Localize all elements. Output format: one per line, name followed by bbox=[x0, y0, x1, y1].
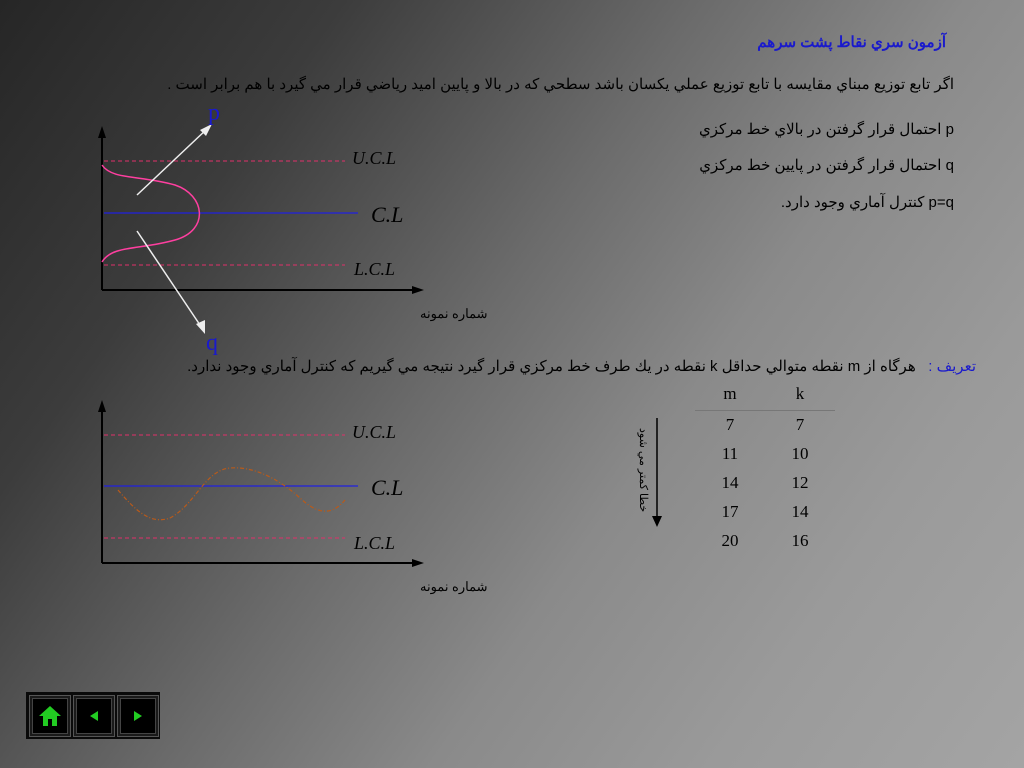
definition-body: هرگاه از m نقطه متوالي حداقل k نقطه در يك طرف خط مركزي قرار گيرد نتيجه مي گيريم كه كنترل آماري وجود ندارد. bbox=[187, 358, 916, 375]
table-header-k: k bbox=[765, 382, 835, 411]
chart1-x-label: شماره نمونه bbox=[420, 306, 488, 321]
chart2-lcl-label: L.C.L bbox=[354, 533, 396, 553]
table-row bbox=[695, 469, 835, 498]
table-cell: 14 bbox=[721, 473, 739, 492]
table-row bbox=[695, 498, 835, 527]
home-icon bbox=[38, 705, 62, 727]
forward-button[interactable] bbox=[117, 695, 159, 737]
definition-text bbox=[166, 356, 976, 377]
chart1-q-arrow bbox=[137, 231, 202, 328]
intro-text: اگر تابع توزيع مبناي مقايسه با تابع توزيع عملي يكسان باشد سطحي كه در بالا و پايين اميد رياضي قرار مي گيرد با هم برابر است . bbox=[167, 76, 954, 93]
prob-p-text: p احتمال قرار گرفتن در بالاي خط مركزي bbox=[699, 121, 954, 138]
page-title: آزمون سري نقاط پشت سرهم bbox=[757, 34, 946, 51]
table-header-m: m bbox=[695, 382, 765, 411]
chart2-cl-label: C.L bbox=[371, 475, 404, 500]
chart1-q-label: q bbox=[206, 330, 218, 356]
table-cell: 11 bbox=[721, 444, 739, 463]
table-row bbox=[695, 411, 835, 441]
table-row bbox=[695, 527, 835, 556]
home-button[interactable] bbox=[29, 695, 71, 737]
table-cell: 12 bbox=[791, 473, 809, 492]
back-arrow-icon bbox=[87, 709, 101, 723]
back-button[interactable] bbox=[73, 695, 115, 737]
prob-equal-text: p=q كنترل آماري وجود دارد. bbox=[780, 194, 954, 211]
table-cell: 7 bbox=[795, 415, 805, 434]
chart2-x-label: شماره نمونه bbox=[420, 579, 488, 594]
chart2-process-wave bbox=[118, 468, 345, 520]
definition-label: تعريف bbox=[936, 358, 976, 375]
mk-table bbox=[695, 382, 835, 556]
prob-q-text: q احتمال قرار گرفتن در پايين خط مركزي bbox=[699, 157, 954, 174]
table-cell: 7 bbox=[725, 415, 735, 434]
table-row bbox=[695, 440, 835, 469]
chart1-cl-label: C.L bbox=[371, 202, 404, 227]
chart1-lcl-label: L.C.L bbox=[354, 259, 396, 279]
forward-arrow-icon bbox=[131, 709, 145, 723]
definition-separator: : bbox=[928, 358, 933, 375]
chart1-p-label: p bbox=[208, 100, 220, 126]
table-cell: 17 bbox=[721, 502, 739, 521]
chart2-ucl-label: U.C.L bbox=[352, 422, 397, 442]
table-cell: 20 bbox=[721, 531, 739, 550]
table-cell: 10 bbox=[791, 444, 809, 463]
table-cell: 16 bbox=[791, 531, 809, 550]
table-cell: 14 bbox=[791, 502, 809, 521]
error-decrease-label: خطا كمتر مي شود bbox=[637, 427, 649, 513]
nav-bar bbox=[26, 692, 160, 739]
chart1-ucl-label: U.C.L bbox=[352, 148, 397, 168]
